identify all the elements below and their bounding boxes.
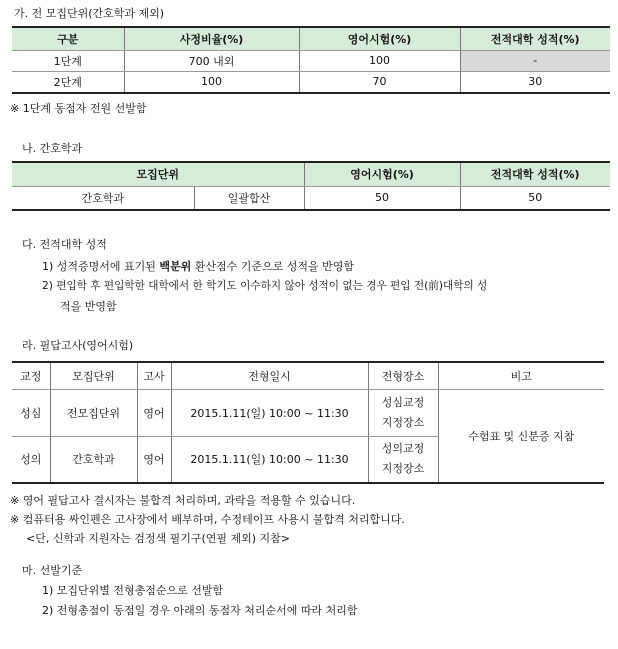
- table-ra: [12, 361, 604, 484]
- na-cell: 50: [460, 186, 610, 210]
- na-cell: 50: [304, 186, 460, 210]
- ra-header-place: 전형장소: [368, 362, 438, 389]
- ra-cell-datetime: 2015.1.11(일) 10:00 ~ 11:30: [171, 389, 368, 436]
- na-header-english: 영어시험(%): [304, 162, 460, 186]
- table-row: [12, 389, 604, 436]
- table-na: [12, 161, 610, 211]
- ga-header-english: 영어시험(%): [299, 27, 460, 50]
- ma-item-1: 1) 모집단위별 전형총점순으로 선발함: [42, 584, 224, 597]
- ga-cell: 100: [299, 50, 460, 71]
- ra-cell-unit: 전모집단위: [50, 389, 137, 436]
- ra-cell-datetime: 2015.1.11(일) 10:00 ~ 11:30: [171, 436, 368, 483]
- ra-place-line2: 지정장소: [381, 462, 425, 476]
- table-row: [12, 50, 610, 71]
- ga-header-category: 구분: [12, 27, 124, 50]
- da-item-2-line1: 2) 편입학 후 편입학한 대학에서 한 학기도 이수하지 않아 성적이 없는 경우 편입 전(前)대학의 성: [42, 280, 488, 292]
- ra-note-1: ※ 영어 필답고사 결시자는 불합격 처리하며, 과락을 적용할 수 있습니다.: [10, 494, 356, 507]
- ga-cell: 2단계: [12, 71, 124, 93]
- ra-header-campus: 교정: [12, 362, 50, 389]
- ga-header-ratio: 사정비율(%): [124, 27, 299, 50]
- ra-cell-campus: 성심: [12, 389, 50, 436]
- na-cell: 일괄합산: [194, 186, 304, 210]
- section-na-title: 나. 간호학과: [22, 142, 83, 155]
- ra-cell-exam: 영어: [137, 389, 171, 436]
- ra-header-exam: 고사: [137, 362, 171, 389]
- ga-cell: 70: [299, 71, 460, 93]
- ra-place-line1: 성심교정: [381, 395, 425, 409]
- section-ma-title: 마. 선발기준: [22, 564, 83, 577]
- table-ga: [12, 26, 610, 94]
- da-item-1-prefix: 1) 성적증명서에 표기된: [42, 260, 160, 273]
- ga-header-prior-grades: 전적대학 성적(%): [460, 27, 610, 50]
- na-header-prior-grades: 전적대학 성적(%): [460, 162, 610, 186]
- da-item-1-bold: 백분위: [159, 260, 192, 273]
- ra-header-remark: 비고: [438, 362, 604, 389]
- ra-cell-unit: 간호학과: [50, 436, 137, 483]
- na-header-unit: 모집단위: [12, 162, 304, 186]
- ra-place-line1: 성의교정: [381, 442, 425, 456]
- ga-cell: 30: [460, 71, 610, 93]
- ra-cell-exam: 영어: [137, 436, 171, 483]
- na-cell: 간호학과: [12, 186, 194, 210]
- ga-cell: 1단계: [12, 50, 124, 71]
- ra-cell-remark: 수험표 및 신분증 지참: [438, 389, 604, 483]
- section-da-title: 다. 전적대학 성적: [22, 238, 107, 251]
- ga-cell: -: [460, 50, 610, 71]
- ma-item-2: 2) 전형총점이 동점일 경우 아래의 동점자 처리순서에 따라 처리함: [42, 604, 358, 617]
- ra-note-2: ※ 컴퓨터용 싸인펜은 고사장에서 배부하며, 수정테이프 사용시 불합격 처리합니다.: [10, 513, 405, 526]
- table-row: [12, 71, 610, 93]
- ra-cell-campus: 성의: [12, 436, 50, 483]
- da-item-2-line2: 적을 반영함: [60, 300, 117, 313]
- ra-cell-place: [368, 436, 438, 483]
- ra-place-line2: 지정장소: [381, 415, 425, 429]
- section-ga-title: 가. 전 모집단위(간호학과 제외): [14, 7, 165, 20]
- ra-cell-place: [368, 389, 438, 436]
- ga-note: ※ 1단계 동점자 전원 선발함: [10, 102, 147, 115]
- da-item-1-suffix: 환산점수 기준으로 성적을 반영함: [191, 260, 355, 273]
- section-ra-title: 라. 필답고사(영어시험): [22, 339, 134, 352]
- ra-header-unit: 모집단위: [50, 362, 137, 389]
- ga-cell: 100: [124, 71, 299, 93]
- ga-cell: 700 내외: [124, 50, 299, 71]
- ra-note-3: <단, 신학과 지원자는 검정색 필기구(연필 제외) 지참>: [26, 532, 291, 545]
- ra-header-datetime: 전형일시: [171, 362, 368, 389]
- table-row: [12, 186, 610, 210]
- da-item-1: [42, 258, 354, 274]
